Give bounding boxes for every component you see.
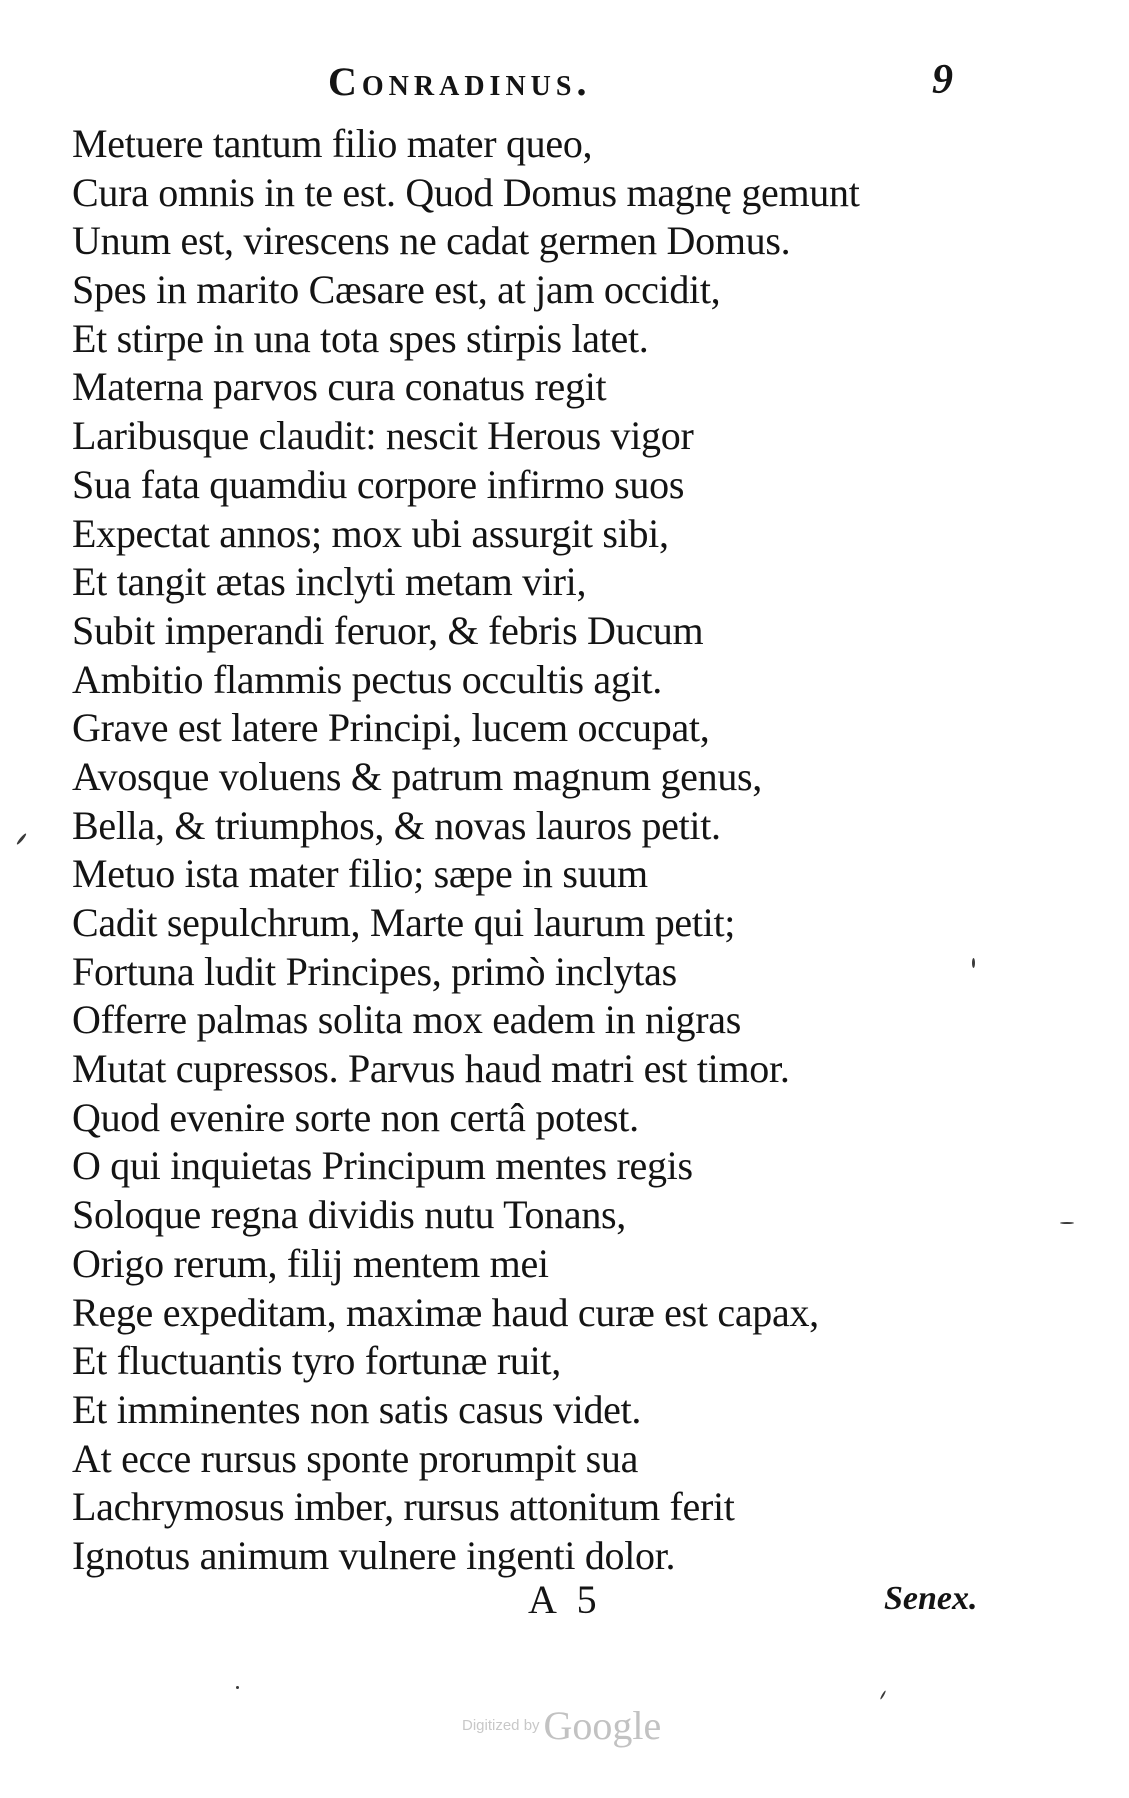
verse-line: Rege expeditam, maximæ haud curæ est capax, <box>72 1289 819 1335</box>
verse-line: Expectat annos; mox ubi assurgit sibi, <box>72 510 669 556</box>
verse-line: Avosque voluens & patrum magnum genus, <box>72 753 762 799</box>
verse-line: Unum est, virescens ne cadat germen Domus. <box>72 218 791 264</box>
verse-line: Fortuna ludit Principes, primò inclytas <box>72 948 677 994</box>
digitized-watermark <box>462 1702 661 1749</box>
verse-line: Grave est latere Principi, lucem occupat, <box>72 705 710 751</box>
verse-text <box>72 120 1032 1581</box>
ink-speck <box>16 833 27 846</box>
verse-line: Metuere tantum filio mater queo, <box>72 121 593 166</box>
verse-line: Et imminentes non satis casus videt. <box>72 1386 642 1432</box>
running-title: Conradinus. <box>328 59 592 104</box>
ink-speck <box>972 958 975 968</box>
verse-line: Quod evenire sorte non certâ potest. <box>72 1094 639 1140</box>
verse-line: Ignotus animum vulnere ingenti dolor. <box>72 1532 676 1578</box>
verse-line: Offerre palmas solita mox eadem in nigras <box>72 997 741 1043</box>
verse-line: Lachrymosus imber, rursus attonitum ferit <box>72 1484 735 1530</box>
catchword: Senex. <box>884 1580 978 1617</box>
google-logo: Google <box>543 1703 662 1748</box>
verse-line: O qui inquietas Principum mentes regis <box>72 1143 693 1189</box>
verse-line: Bella, & triumphos, & novas lauros petit. <box>72 802 721 848</box>
verse-line: Mutat cupressos. Parvus haud matri est timor. <box>72 1046 790 1092</box>
verse-line: Origo rerum, filij mentem mei <box>72 1240 549 1286</box>
digitized-label: Digitized by <box>462 1717 540 1734</box>
verse-line: Et tangit ætas inclyti metam viri, <box>72 559 587 605</box>
verse-line: Et stirpe in una tota spes stirpis latet. <box>72 315 649 361</box>
verse-line: At ecce rursus sponte prorumpit sua <box>72 1435 639 1481</box>
verse-line: Subit imperandi feruor, & febris Ducum <box>72 607 704 653</box>
verse-line: Metuo ista mater filio; sæpe in suum <box>72 851 648 897</box>
verse-line: Ambitio flammis pectus occultis agit. <box>72 656 662 702</box>
page-number: 9 <box>932 57 953 103</box>
verse-line: Cura omnis in te est. Quod Domus magnę gemunt <box>72 169 860 215</box>
verse-line: Cadit sepulchrum, Marte qui laurum petit; <box>72 900 736 945</box>
verse-line: Et fluctuantis tyro fortunæ ruit, <box>72 1338 561 1384</box>
signature-mark: A 5 <box>528 1577 603 1622</box>
ink-speck <box>880 1690 887 1700</box>
verse-line: Sua fata quamdiu corpore infirmo suos <box>72 461 685 507</box>
ink-speck <box>1060 1222 1074 1224</box>
verse-line: Materna parvos cura conatus regit <box>72 364 607 410</box>
verse-line: Laribusque claudit: nescit Herous vigor <box>72 413 694 459</box>
ink-speck <box>236 1686 239 1689</box>
verse-line: Soloque regna dividis nutu Tonans, <box>72 1192 626 1238</box>
verse-line: Spes in marito Cæsare est, at jam occidit, <box>72 267 721 313</box>
